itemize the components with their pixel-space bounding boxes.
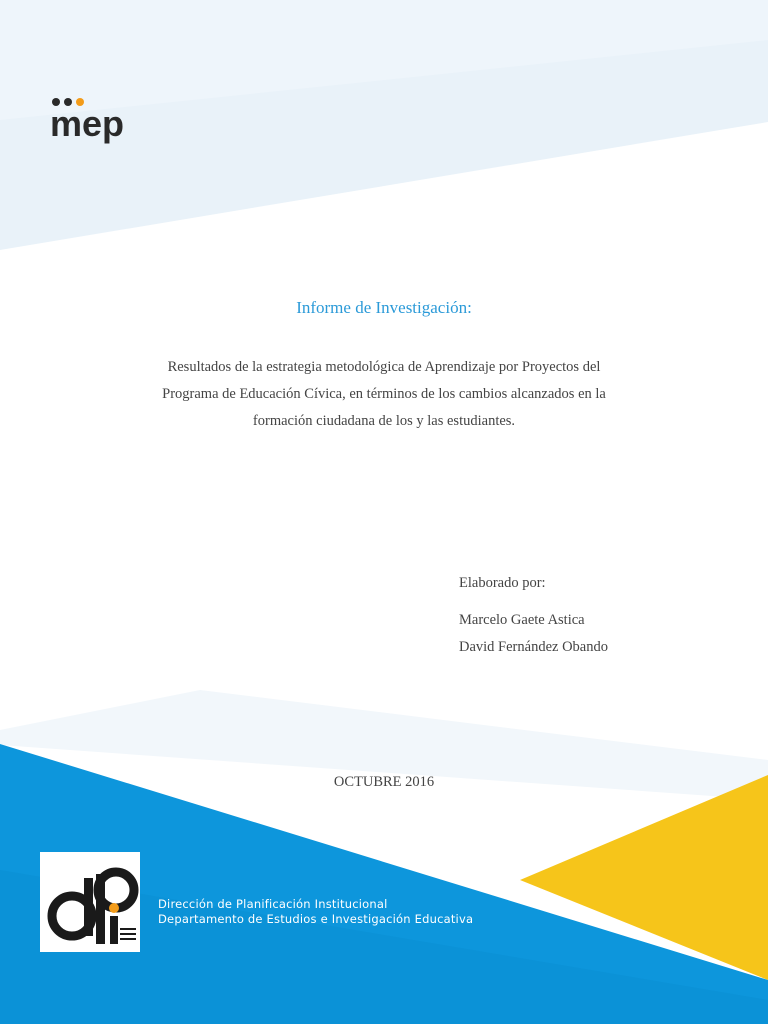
report-title: Informe de Investigación: bbox=[296, 298, 472, 317]
department-line: Departamento de Estudios e Investigación Educativa bbox=[158, 912, 474, 926]
institution-line: Dirección de Planificación Institucional bbox=[158, 897, 388, 911]
elaborated-by-label: Elaborado por: bbox=[459, 575, 546, 591]
report-date: OCTUBRE 2016 bbox=[333, 774, 435, 790]
report-subtitle: Resultados de la estrategia metodológica de Aprendizaje por Proyectos del Programa de Educación Cívica, en términos de los cambios alcanzados en la formación ciudadana de los y las estudiantes. bbox=[162, 359, 606, 429]
mep-logo-icon bbox=[48, 96, 144, 152]
author-name: Marcelo Gaete Astica bbox=[459, 612, 585, 628]
mep-logo bbox=[48, 96, 144, 152]
mep-logo-text: mep bbox=[50, 103, 125, 144]
dpi-logo bbox=[40, 852, 140, 952]
author-name: David Fernández Obando bbox=[459, 639, 608, 655]
dpi-logo-icon bbox=[40, 852, 140, 952]
